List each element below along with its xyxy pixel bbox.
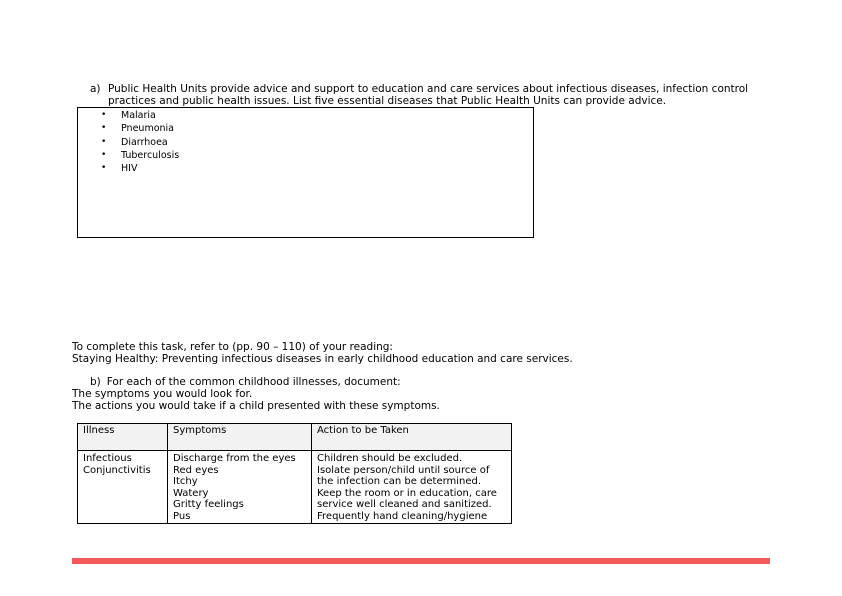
bullet-icon: •: [101, 163, 107, 174]
reference-line-2: Staying Healthy: Preventing infectious diseases in early childhood education and care services.: [72, 353, 573, 365]
bullet-icon: •: [101, 110, 107, 120]
header-action: Action to be Taken: [312, 424, 512, 451]
question-a-marker: a): [90, 83, 101, 95]
cell-line: Red eyes: [173, 464, 219, 476]
reading-reference: [72, 341, 573, 365]
bullet-icon: •: [101, 123, 107, 134]
question-a: [90, 83, 780, 107]
cell-line: Watery: [173, 487, 209, 499]
cell-line: Gritty feelings: [173, 499, 244, 511]
disease-list: [101, 109, 179, 175]
cell-line: the infection can be determined.: [317, 476, 482, 488]
cell-line: Keep the room or in education, care: [317, 487, 497, 499]
list-item-text: Pneumonia: [121, 123, 174, 135]
list-item: [101, 136, 179, 149]
bullet-icon: •: [101, 149, 107, 160]
question-b-heading: [72, 376, 440, 388]
question-b-point-2: The actions you would take if a child presented with these symptoms.: [72, 400, 440, 412]
cell-line: Pus: [173, 510, 191, 522]
question-b-text: For each of the common childhood illnesses, document:: [106, 376, 401, 388]
table-header-row: [78, 424, 512, 451]
question-b: [72, 376, 440, 412]
list-item: [101, 109, 179, 122]
cell-line: Frequently hand cleaning/hygiene: [317, 510, 488, 522]
list-item: [101, 122, 179, 135]
answer-box[interactable]: [77, 107, 534, 238]
reference-line-1: To complete this task, refer to (pp. 90 – 110) of your reading:: [72, 341, 393, 353]
cell-symptoms[interactable]: [168, 451, 312, 524]
cell-illness[interactable]: [78, 451, 168, 524]
cell-line: Infectious: [83, 453, 132, 464]
question-b-point-1: The symptoms you would look for.: [72, 388, 253, 400]
cell-line: service well cleaned and sanitized.: [317, 499, 492, 511]
list-item: [101, 162, 179, 175]
illness-table: [77, 423, 512, 524]
cell-line: Isolate person/child until source of: [317, 464, 490, 476]
cell-line: Discharge from the eyes: [173, 453, 296, 464]
header-illness: Illness: [78, 424, 168, 451]
list-item-text: Tuberculosis: [121, 149, 180, 161]
list-item-text: Diarrhoea: [121, 136, 168, 148]
question-b-marker: b): [90, 376, 101, 388]
footer-bar: [72, 558, 770, 564]
list-item-text: HIV: [121, 163, 138, 175]
list-item-text: Malaria: [121, 110, 156, 121]
cell-line: Children should be excluded.: [317, 453, 463, 464]
question-a-text: Public Health Units provide advice and support to education and care services about infectious diseases, infection control practices and public health issues. List five essential diseases that Public Health Units can provide advice.: [108, 83, 749, 107]
cell-action[interactable]: [312, 451, 512, 524]
cell-line: Itchy: [173, 476, 198, 488]
cell-line: Conjunctivitis: [83, 464, 151, 476]
header-symptoms: Symptoms: [168, 424, 312, 451]
bullet-icon: •: [101, 136, 107, 147]
table-row: [78, 451, 512, 524]
list-item: [101, 149, 179, 162]
